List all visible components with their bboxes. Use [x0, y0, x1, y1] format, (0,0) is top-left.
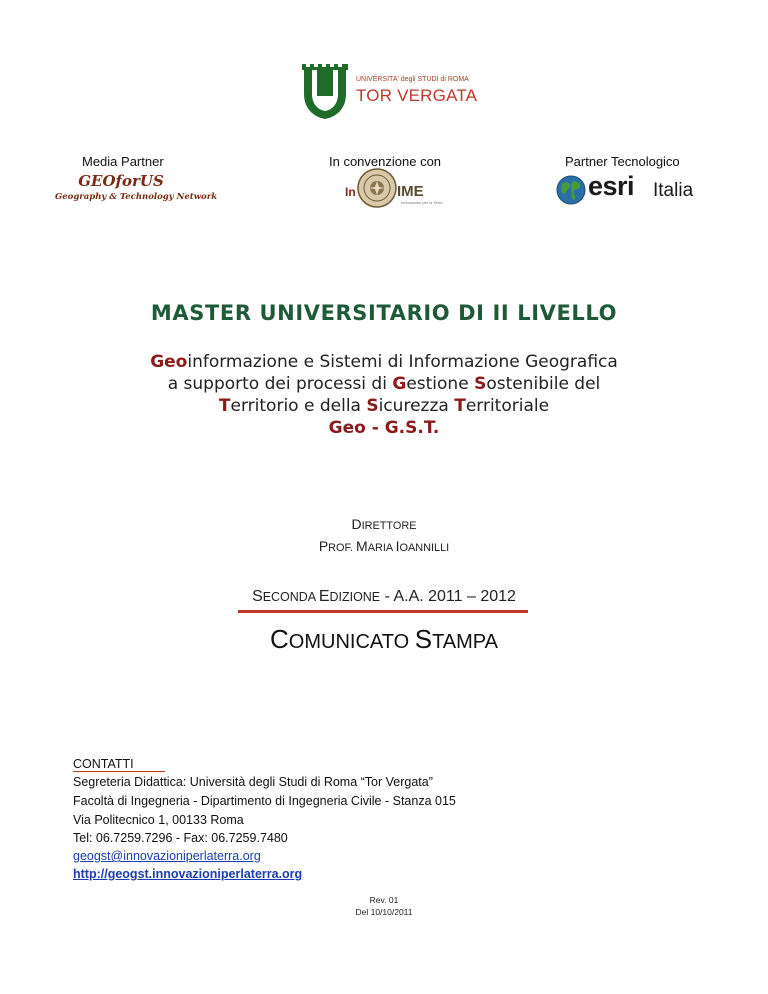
- geoforus-wordmark: GEOforUS: [78, 172, 164, 190]
- smallcaps-rest: ECONDA: [262, 590, 319, 604]
- subtitle-highlight: S: [366, 396, 379, 416]
- smallcaps-rest: IRETTORE: [361, 520, 417, 532]
- director-label: [0, 516, 768, 532]
- smallcaps-initial: I: [395, 538, 400, 554]
- contact-department: Facoltà di Ingegneria - Dipartimento di Ingegneria Civile - Stanza 015: [73, 794, 456, 808]
- subtitle-text: erritorio e della: [230, 396, 367, 416]
- tech-partner-label: Partner Tecnologico: [565, 154, 680, 169]
- academic-year: A.A. 2011 – 2012: [393, 588, 516, 605]
- edition-line: [0, 588, 768, 606]
- inime-tagline: Innovazioni per la Terra: [401, 200, 443, 205]
- smallcaps-rest: DIZIONE: [329, 590, 381, 604]
- subtitle-text: informazione e Sistemi di Informazione Geografica: [187, 352, 618, 372]
- smallcaps-rest: TAMPA: [432, 631, 498, 653]
- master-title: MASTER UNIVERSITARIO DI II LIVELLO: [150, 301, 618, 325]
- subtitle-text: estione: [406, 374, 475, 394]
- subtitle-text: a supporto dei processi di: [167, 374, 393, 394]
- inime-in-text: In: [345, 185, 356, 199]
- subtitle-text: icurezza: [378, 396, 455, 416]
- director-name: [0, 538, 768, 554]
- master-subtitle: [0, 351, 768, 439]
- master-acronym: Geo - G.S.T.: [328, 418, 440, 438]
- subtitle-line-1: [0, 351, 768, 373]
- smallcaps-initial: C: [270, 624, 289, 654]
- smallcaps-rest: OANNILLI: [399, 542, 450, 554]
- smallcaps-rest: OMUNICATO: [288, 631, 415, 653]
- inime-ime-text: IME: [397, 183, 424, 200]
- subtitle-highlight: T: [454, 396, 466, 416]
- subtitle-highlight: Geo: [150, 352, 188, 372]
- subtitle-line-2: [0, 373, 768, 395]
- smallcaps-initial: M: [356, 538, 368, 554]
- university-subtitle: UNIVERSITA' degli STUDI di ROMA: [356, 76, 469, 83]
- subtitle-line-4: [0, 417, 768, 439]
- contact-office: Segreteria Didattica: Università degli Studi di Roma “Tor Vergata”: [73, 775, 433, 789]
- contact-email-link[interactable]: geogst@innovazioniperlaterra.org: [73, 849, 261, 863]
- subtitle-line-3: [0, 395, 768, 417]
- smallcaps-initial: S: [252, 588, 263, 605]
- smallcaps-initial: E: [318, 588, 330, 605]
- contacts-heading: CONTATTI: [73, 757, 134, 771]
- revision-number: Rev. 01: [369, 895, 399, 905]
- contact-address: Via Politecnico 1, 00133 Roma: [73, 813, 244, 827]
- subtitle-highlight: S: [474, 374, 487, 394]
- subtitle-text: erritoriale: [465, 396, 550, 416]
- subtitle-text: ostenibile del: [486, 374, 601, 394]
- geoforus-tagline: Geography & Technology Network: [55, 192, 218, 202]
- smallcaps-initial: P: [318, 538, 329, 554]
- contact-website-link[interactable]: http://geogst.innovazioniperlaterra.org: [73, 867, 303, 881]
- subtitle-highlight: T: [218, 396, 231, 416]
- university-name: TOR VERGATA: [356, 86, 478, 105]
- media-partner-label: Media Partner: [82, 154, 164, 169]
- geoforus-logo: [55, 172, 218, 208]
- smallcaps-rest: ROF.: [328, 542, 357, 554]
- divider: [238, 610, 528, 613]
- university-emblem-icon: [300, 64, 350, 120]
- esri-wordmark: esri: [588, 171, 635, 201]
- seal-icon: [357, 168, 397, 208]
- press-release-heading: [0, 624, 768, 655]
- esri-italia-logo: [556, 171, 706, 208]
- subtitle-highlight: G: [392, 374, 407, 394]
- contacts-underline: [73, 771, 165, 772]
- university-logo: [300, 64, 478, 124]
- inime-logo: [345, 168, 443, 210]
- esri-country: Italia: [653, 180, 694, 201]
- revision-date: Del 10/10/2011: [355, 907, 413, 917]
- contact-phone-fax: Tel: 06.7259.7296 - Fax: 06.7259.7480: [73, 831, 288, 845]
- globe-icon: [556, 175, 586, 205]
- smallcaps-rest: ARIA: [367, 542, 396, 554]
- smallcaps-initial: S: [414, 624, 433, 654]
- convention-label: In convenzione con: [329, 154, 442, 169]
- edition-separator: -: [380, 588, 394, 605]
- smallcaps-initial: D: [351, 516, 362, 532]
